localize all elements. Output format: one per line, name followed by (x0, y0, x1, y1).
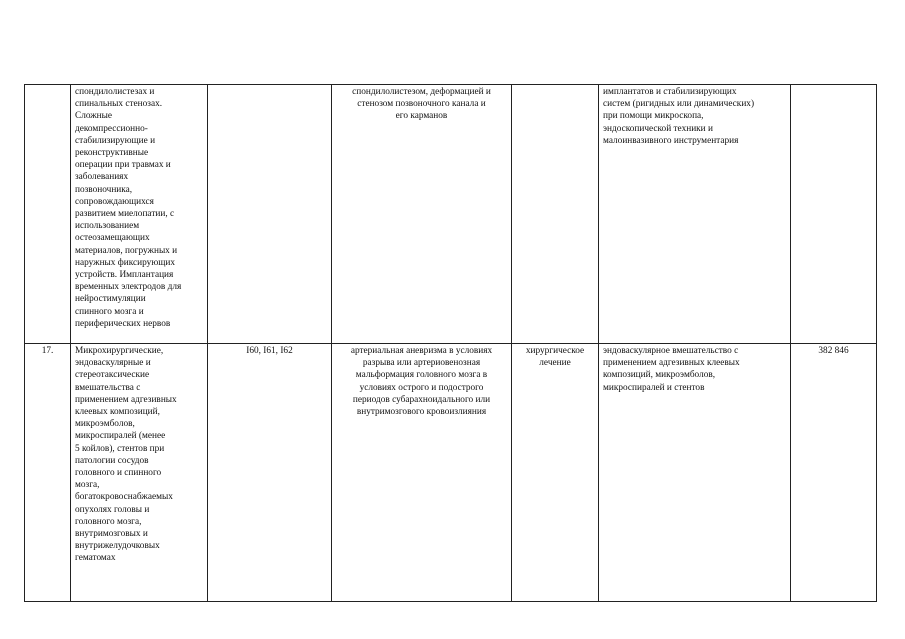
text-line: устройств. Имплантация (75, 270, 174, 281)
text-line: применением адгезивных (75, 394, 177, 405)
text-line: спондилолистезах и (75, 87, 155, 97)
table-body (25, 85, 877, 602)
text-line: Микрохирургические, (75, 346, 164, 356)
text-line: 5 койлов), стентов при (75, 443, 165, 454)
cell-procedure-name (71, 344, 208, 602)
text-line: имплантатов и стабилизирующих (603, 87, 737, 97)
text-line: периодов субарахноидального или (352, 394, 491, 405)
text-line: спондилолистезом, деформацией и (352, 87, 491, 97)
text-line: мозга, (75, 480, 100, 491)
text-line: микроэмболов, (75, 419, 135, 430)
text-line: операции при травмах и (75, 160, 171, 171)
text-line: микроспиралей (менее (75, 431, 166, 442)
text-line: периферических нервов (75, 318, 171, 329)
cell-treatment-type (512, 344, 599, 602)
text-line: стенозом позвоночного канала и (357, 99, 486, 110)
cell-number: 17. (25, 344, 71, 602)
text-line: внутрижелудочковых (75, 541, 160, 552)
text-line: сопровождающихся (75, 196, 154, 207)
cell-cost: 382 846 (791, 344, 877, 602)
text-line: остеозамещающих (75, 233, 150, 244)
text-line: спинного мозга и (75, 306, 144, 317)
text-line: эндоскопической техники и (603, 123, 713, 134)
cell-icd-codes (208, 344, 332, 602)
medical-care-table (24, 84, 877, 602)
text-line: малоинвазивного инструментария (603, 135, 739, 146)
text-line: условиях острого и подострого (359, 382, 484, 393)
text-line: богатокровоснабжаемых (75, 492, 173, 503)
text-line: головного и спинного (75, 468, 162, 479)
cell-treatment-method (599, 344, 791, 602)
cell-number (25, 85, 71, 344)
cell-procedure-name (71, 85, 208, 344)
text-line: лечение (539, 358, 571, 369)
text-line: мальформация головного мозга в (355, 370, 488, 381)
text-line: I60, I61, I62 (246, 346, 293, 356)
cell-patient-model (332, 85, 512, 344)
text-line: внутримозгового кровоизлияния (356, 407, 487, 418)
text-line: композиций, микроэмболов, (603, 370, 716, 381)
text-line: опухолях головы и (75, 504, 150, 515)
text-line: заболеваниях (75, 172, 129, 183)
text-line: эндоваскулярное вмешательство с (603, 346, 739, 356)
cell-treatment-method (599, 85, 791, 344)
text-line: наружных фиксирующих (75, 257, 176, 268)
text-line: систем (ригидных или динамических) (603, 99, 755, 110)
text-line: микроспиралей и стентов (603, 382, 705, 393)
text-line: реконструктивные (75, 148, 149, 159)
table-row (25, 344, 877, 602)
text-line: при помощи микроскопа, (603, 111, 704, 122)
text-line: головного мозга, (75, 516, 142, 527)
text-line: разрыва или артериовенозная (362, 358, 481, 369)
text-line: спинальных стенозах. (75, 99, 163, 110)
cell-cost (791, 85, 877, 344)
table-row (25, 85, 877, 344)
text-line: применением адгезивных клеевых (603, 358, 740, 369)
text-line: временных электродов для (75, 282, 182, 293)
text-line: клеевых композиций, (75, 407, 160, 418)
text-line: материалов, погружных и (75, 245, 178, 256)
text-line: стереотаксические (75, 370, 150, 381)
text-line: использованием (75, 221, 140, 232)
text-line: Сложные (75, 111, 113, 122)
text-line: патологии сосудов (75, 455, 149, 466)
text-line: внутримозговых и (75, 529, 148, 540)
text-line: нейростимуляции (75, 294, 146, 305)
text-line: эндоваскулярные и (75, 358, 151, 369)
text-line: декомпрессионно- (75, 123, 148, 134)
text-line: позвоночника, (75, 184, 133, 195)
text-line: артериальная аневризма в условиях (350, 346, 493, 356)
cell-icd-codes (208, 85, 332, 344)
cell-treatment-type (512, 85, 599, 344)
text-line: стабилизирующие и (75, 135, 156, 146)
cell-patient-model (332, 344, 512, 602)
text-line: развитием миелопатии, с (75, 209, 175, 220)
text-line: хирургическое (525, 346, 585, 356)
text-line: его карманов (395, 111, 448, 122)
text-line: вмешательства с (75, 382, 141, 393)
text-line: гематомах (75, 553, 116, 564)
